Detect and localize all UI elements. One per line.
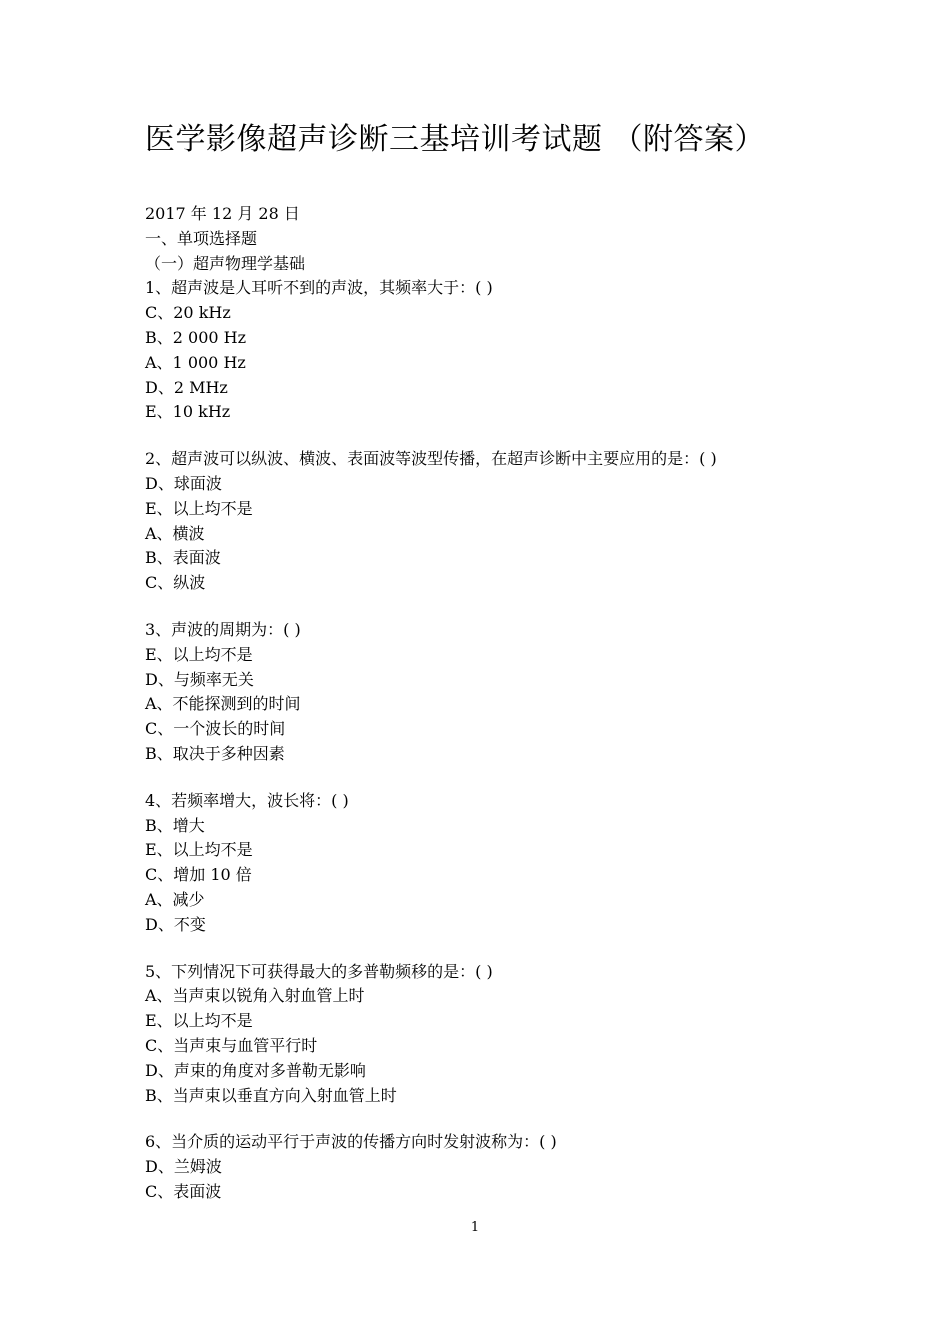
- question-stem: 5、下列情况下可获得最大的多普勒频移的是：( ): [145, 961, 493, 981]
- option-item: C、当声束与血管平行时: [145, 1035, 318, 1055]
- option-item: D、兰姆波: [145, 1157, 222, 1177]
- option-item: C、20 kHz: [145, 303, 231, 323]
- question-6: [145, 1130, 845, 1204]
- option-item: C、一个波长的时间: [145, 719, 286, 739]
- document-date: 2017 年 12 月 28 日: [145, 204, 300, 223]
- spacer: [145, 425, 845, 447]
- option-item: A、减少: [145, 889, 205, 909]
- option-item: B、取决于多种因素: [145, 743, 285, 763]
- document-body: [145, 202, 845, 1205]
- option-item: A、当声束以锐角入射血管上时: [145, 986, 365, 1006]
- question-stem: 6、当介质的运动平行于声波的传播方向时发射波称为：( ): [145, 1132, 557, 1152]
- option-item: B、2 000 Hz: [145, 327, 247, 347]
- option-item: B、增大: [145, 815, 205, 835]
- question-3: [145, 618, 845, 767]
- option-item: C、表面波: [145, 1181, 222, 1201]
- option-item: E、以上均不是: [145, 498, 253, 518]
- spacer: [145, 767, 845, 789]
- option-item: B、当声束以垂直方向入射血管上时: [145, 1085, 397, 1105]
- option-item: B、表面波: [145, 548, 221, 568]
- page-number: 1: [470, 1220, 480, 1235]
- question-stem: 4、若频率增大，波长将：( ): [145, 790, 349, 810]
- subsection-heading: （一）超声物理学基础: [145, 253, 306, 273]
- question-2: [145, 447, 845, 596]
- question-5: [145, 960, 845, 1109]
- option-item: A、横波: [145, 523, 205, 543]
- spacer: [145, 1108, 845, 1130]
- option-item: D、球面波: [145, 473, 222, 493]
- option-item: A、1 000 Hz: [145, 352, 246, 372]
- option-item: D、声束的角度对多普勒无影响: [145, 1060, 366, 1080]
- option-item: D、与频率无关: [145, 669, 254, 689]
- question-stem: 3、声波的周期为：( ): [145, 619, 301, 639]
- question-stem: 2、超声波可以纵波、横波、表面波等波型传播，在超声诊断中主要应用的是：( ): [145, 449, 717, 469]
- option-item: E、以上均不是: [145, 840, 253, 860]
- option-item: D、2 MHz: [145, 377, 228, 397]
- spacer: [145, 596, 845, 618]
- spacer: [145, 938, 845, 960]
- question-4: [145, 789, 845, 938]
- option-item: D、不变: [145, 914, 206, 934]
- option-item: C、增加 10 倍: [145, 865, 252, 885]
- question-stem: 1、超声波是人耳听不到的声波，其频率大于：( ): [145, 278, 493, 298]
- question-1: [145, 276, 845, 425]
- option-item: C、纵波: [145, 573, 206, 593]
- option-item: E、以上均不是: [145, 1011, 253, 1031]
- option-item: E、10 kHz: [145, 402, 231, 422]
- option-item: E、以上均不是: [145, 644, 253, 664]
- section-heading: 一、单项选择题: [145, 228, 258, 248]
- document-title: 医学影像超声诊断三基培训考试题 （附答案）: [145, 122, 766, 157]
- option-item: A、不能探测到的时间: [145, 694, 301, 714]
